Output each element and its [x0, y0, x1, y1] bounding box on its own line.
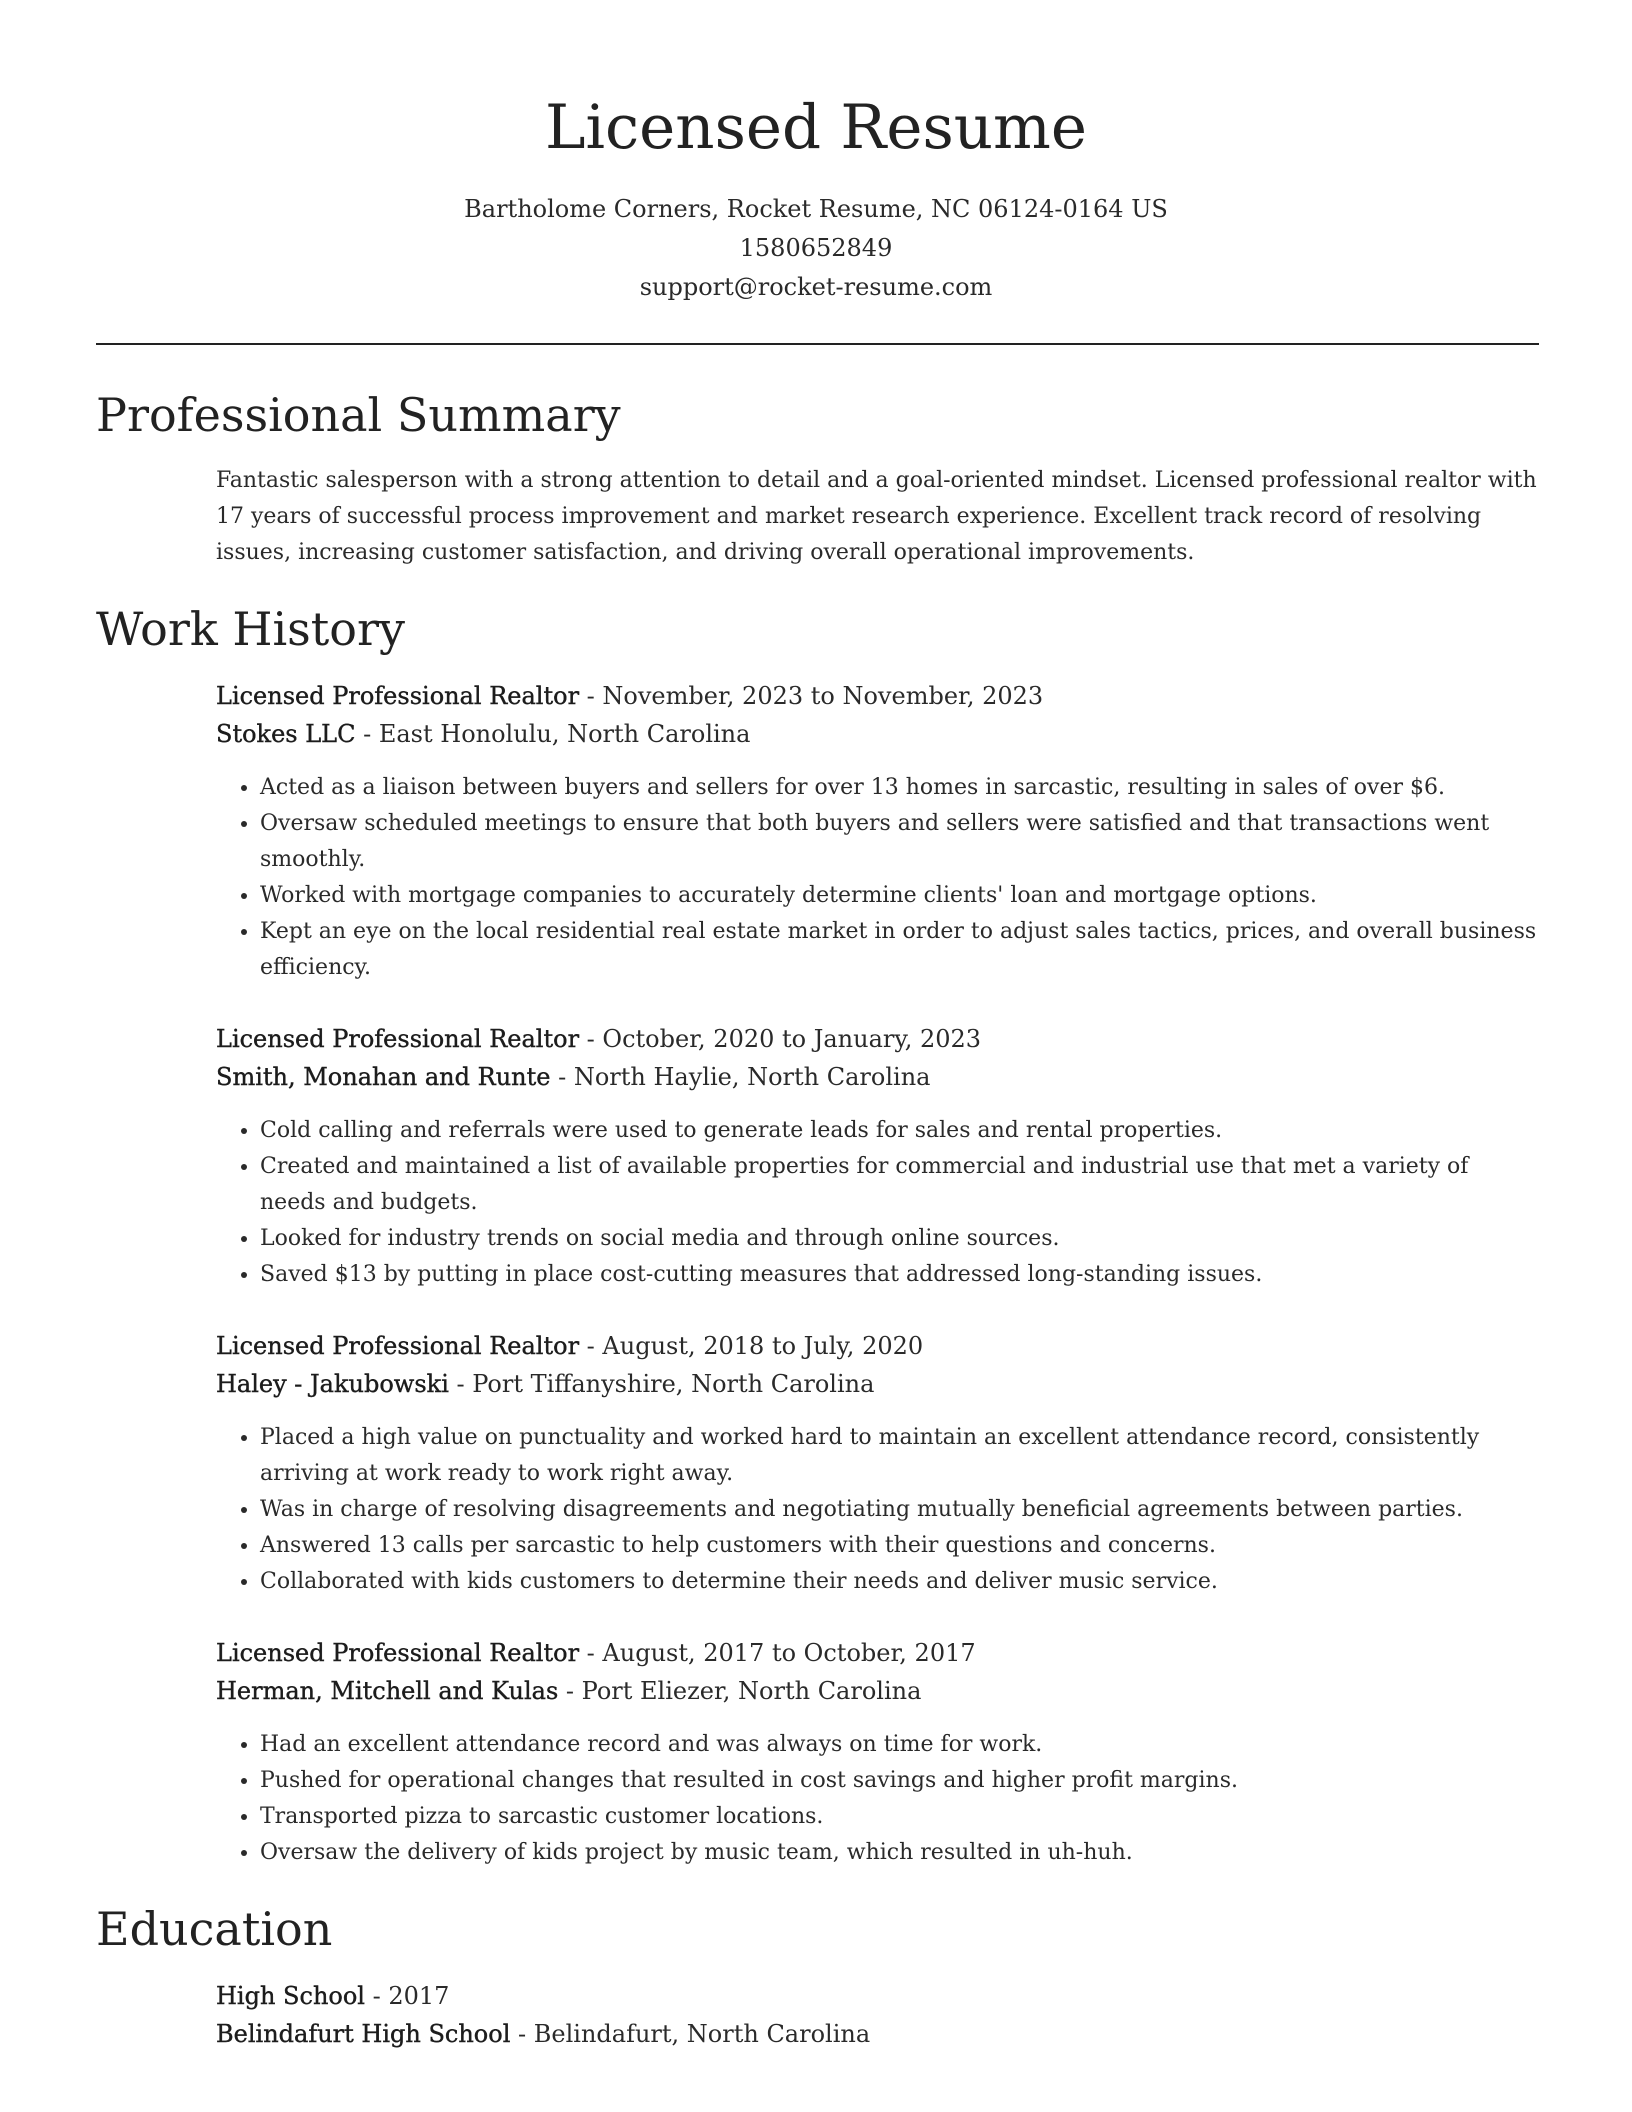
separator: -	[579, 1025, 603, 1053]
education-school: Belindafurt High School	[216, 2020, 511, 2048]
job-bullet: • Pushed for operational changes that resulted in cost savings and higher profit margins.	[260, 1763, 1539, 1799]
education-entry	[216, 1977, 1539, 2053]
education-degree: High School	[216, 1982, 365, 2010]
separator: -	[364, 1982, 389, 2010]
job-company: Haley - Jakubowski	[216, 1370, 449, 1398]
summary-text: Fantastic salesperson with a strong attention to detail and a goal-oriented mindset. Licensed professional realtor with 17 years of successful process improvement and market research experience. Excellent track record of resolving issues, increasing customer satisfaction, and driving overall operational improvements.	[216, 468, 1537, 565]
summary-body	[216, 463, 1539, 571]
education-section	[96, 1901, 1539, 2053]
job-location: North Haylie, North Carolina	[573, 1063, 931, 1091]
job-bullet: • Oversaw the delivery of kids project by music team, which resulted in uh-huh.	[260, 1835, 1539, 1871]
summary-section	[96, 387, 1539, 571]
job-bullet: • Oversaw scheduled meetings to ensure that both buyers and sellers were satisfied and that transactions went smoothly.	[260, 806, 1539, 878]
resume-content	[96, 387, 1539, 2053]
job-dates: November, 2023 to November, 2023	[602, 682, 1044, 710]
work-history-heading: Work History	[96, 602, 405, 656]
education-school-line	[216, 2015, 1539, 2053]
job-location: East Honolulu, North Carolina	[378, 720, 751, 748]
job-bullet: • Had an excellent attendance record and was always on time for work.	[260, 1727, 1539, 1763]
separator: -	[355, 720, 379, 748]
job-bullets	[216, 1727, 1539, 1871]
separator: -	[579, 1332, 603, 1360]
job-title: Licensed Professional Realtor	[216, 682, 580, 710]
job-dates: August, 2018 to July, 2020	[602, 1332, 924, 1360]
job-bullet: • Saved $13 by putting in place cost-cutting measures that addressed long-standing issues.	[260, 1257, 1539, 1293]
job-title: Licensed Professional Realtor	[216, 1025, 580, 1053]
job-company: Stokes LLC	[216, 720, 356, 748]
job-bullet: • Collaborated with kids customers to determine their needs and deliver music service.	[260, 1564, 1539, 1600]
resume-header	[0, 0, 1632, 307]
contact-address: Bartholome Corners, Rocket Resume, NC 06124-0164 US	[464, 195, 1168, 223]
job-dates: October, 2020 to January, 2023	[602, 1025, 982, 1053]
job-bullet: • Transported pizza to sarcastic customer locations.	[260, 1799, 1539, 1835]
job-company: Herman, Mitchell and Kulas	[216, 1677, 559, 1705]
job-title-line	[216, 1327, 1539, 1365]
job-location: Port Tiffanyshire, North Carolina	[472, 1370, 875, 1398]
job-entry	[216, 677, 1539, 986]
job-bullet: • Acted as a liaison between buyers and sellers for over 13 homes in sarcastic, resulting in sales of over $6.	[260, 770, 1539, 806]
job-company-line	[216, 1365, 1539, 1403]
education-degree-line	[216, 1977, 1539, 2015]
separator: -	[448, 1370, 473, 1398]
education-location: Belindafurt, North Carolina	[533, 2020, 871, 2048]
job-company-line	[216, 1058, 1539, 1096]
job-title-line	[216, 677, 1539, 715]
job-title: Licensed Professional Realtor	[216, 1639, 580, 1667]
job-bullet: • Worked with mortgage companies to accurately determine clients' loan and mortgage options.	[260, 878, 1539, 914]
job-bullet: • Answered 13 calls per sarcastic to help customers with their questions and concerns.	[260, 1528, 1539, 1564]
contact-phone: 1580652849	[739, 234, 893, 262]
job-entry	[216, 1020, 1539, 1293]
work-history-section	[96, 601, 1539, 1871]
job-bullets	[216, 770, 1539, 986]
job-bullet: • Kept an eye on the local residential real estate market in order to adjust sales tactics, prices, and overall business efficiency.	[260, 914, 1539, 986]
job-entry	[216, 1327, 1539, 1600]
job-bullets	[216, 1113, 1539, 1293]
job-location: Port Eliezer, North Carolina	[581, 1677, 922, 1705]
job-bullet: • Cold calling and referrals were used to generate leads for sales and rental properties.	[260, 1113, 1539, 1149]
job-title-line	[216, 1634, 1539, 1672]
separator: -	[579, 682, 603, 710]
job-bullet: • Was in charge of resolving disagreements and negotiating mutually beneficial agreements between parties.	[260, 1492, 1539, 1528]
separator: -	[550, 1063, 574, 1091]
resume-title: Licensed Resume	[545, 92, 1087, 163]
job-title: Licensed Professional Realtor	[216, 1332, 580, 1360]
job-company-line	[216, 1672, 1539, 1710]
education-year: 2017	[388, 1982, 450, 2010]
job-dates: August, 2017 to October, 2017	[602, 1639, 976, 1667]
job-entry	[216, 1634, 1539, 1871]
job-bullets	[216, 1420, 1539, 1600]
separator: -	[510, 2020, 534, 2048]
job-title-line	[216, 1020, 1539, 1058]
contact-info	[0, 190, 1632, 307]
work-history-body	[216, 677, 1539, 1871]
summary-heading: Professional Summary	[96, 388, 621, 442]
education-heading: Education	[96, 1902, 333, 1956]
job-company: Smith, Monahan and Runte	[216, 1063, 551, 1091]
job-company-line	[216, 715, 1539, 753]
job-bullet: • Created and maintained a list of available properties for commercial and industrial use that met a variety of needs and budgets.	[260, 1149, 1539, 1221]
separator: -	[579, 1639, 603, 1667]
contact-email: support@rocket-resume.com	[639, 273, 993, 301]
education-body	[216, 1977, 1539, 2053]
job-bullet: • Placed a high value on punctuality and worked hard to maintain an excellent attendance record, consistently arriving at work ready to work right away.	[260, 1420, 1539, 1492]
job-bullet: • Looked for industry trends on social media and through online sources.	[260, 1221, 1539, 1257]
separator: -	[558, 1677, 582, 1705]
header-divider	[96, 343, 1539, 345]
